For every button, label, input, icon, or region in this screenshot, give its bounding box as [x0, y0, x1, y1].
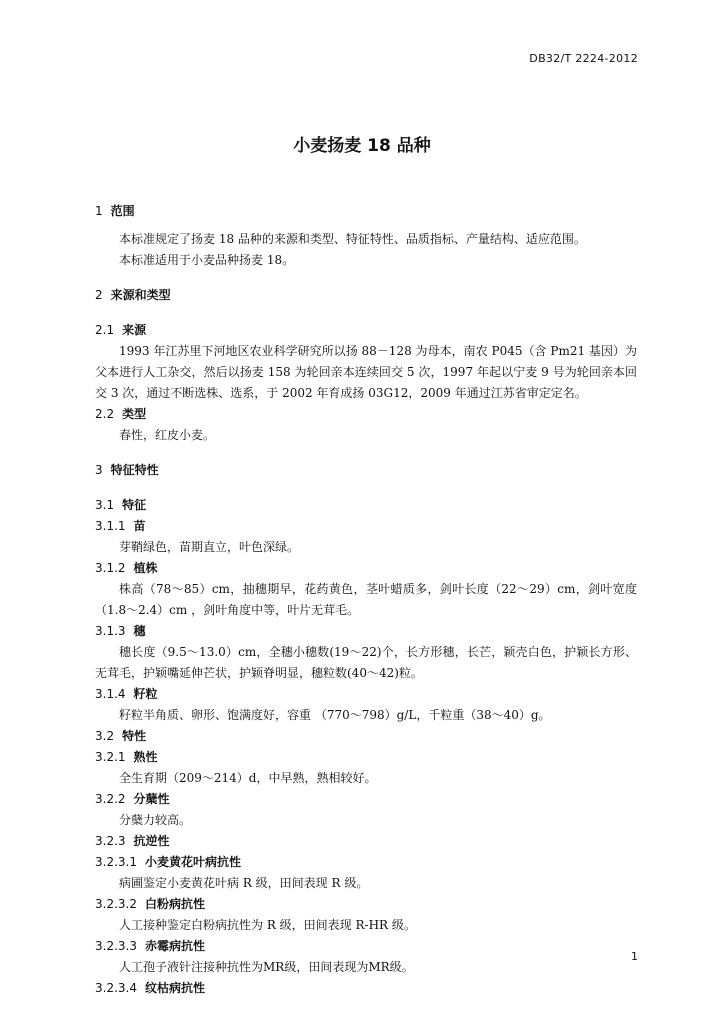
- section-2-heading: [95, 285, 637, 306]
- section-number: 3.2.3.1: [95, 855, 137, 869]
- section-title: 范围: [110, 204, 135, 218]
- paragraph: 株高（78～85）cm，抽穗期早，花药黄色，茎叶蜡质多，剑叶长度（22～29）cm，剑叶宽度（1.8～2.4）cm ，剑叶角度中等，叶片无茸毛。: [95, 582, 637, 617]
- section-3-2-3-3-heading: [95, 936, 637, 957]
- section-title: 类型: [122, 407, 147, 421]
- section-number: 3.1: [95, 498, 115, 512]
- paragraph: 1993 年江苏里下河地区农业科学研究所以扬 88－128 为母本，南农 P045（含 Pm21 基因）为父本进行人工杂交，然后以扬麦 158 为轮回亲本连续回交 5 次，1997 年起以宁麦 9 号为轮回亲本回交 3 次，通过不断选株、选系，于 2002 年育成扬 03G12，2009 年通过江苏省审定定名。: [95, 344, 637, 400]
- section-number: 1: [95, 204, 103, 218]
- section-title: 白粉病抗性: [144, 897, 205, 911]
- section-title: 分蘖性: [133, 792, 170, 806]
- section-number: 2: [95, 288, 103, 302]
- section-title: 小麦黄花叶病抗性: [144, 855, 241, 869]
- section-number: 3.2.2: [95, 792, 126, 806]
- section-2-1-heading: [95, 320, 637, 341]
- section-3-2-heading: [95, 726, 637, 747]
- section-title: 穗: [133, 624, 146, 638]
- paragraph: 病圃鉴定小麦黄花叶病 R 级，田间表现 R 级。: [119, 876, 369, 890]
- section-3-1-4-heading: [95, 684, 637, 705]
- section-3-1-heading: [95, 495, 637, 516]
- section-3-2-3-1-heading: [95, 852, 637, 873]
- section-3-2-3-2-heading: [95, 894, 637, 915]
- section-number: 3.2.3.3: [95, 939, 137, 953]
- section-number: 3.2.3.4: [95, 981, 137, 995]
- paragraph: 全生育期（209～214）d，中早熟，熟相较好。: [119, 771, 377, 785]
- section-3-1-1-heading: [95, 516, 637, 537]
- section-title: 籽粒: [133, 687, 158, 701]
- section-3-2-3-heading: [95, 831, 637, 852]
- paragraph: 春性，红皮小麦。: [119, 428, 216, 442]
- document-body: [95, 201, 637, 999]
- section-number: 3: [95, 463, 103, 477]
- section-3-heading: [95, 460, 637, 481]
- section-title: 来源和类型: [110, 288, 171, 302]
- section-number: 3.1.3: [95, 624, 126, 638]
- paragraph: 芽鞘绿色，苗期直立，叶色深绿。: [119, 540, 300, 554]
- section-3-1-3-heading: [95, 621, 637, 642]
- page-number: 1: [631, 950, 638, 963]
- doc-code: DB32/T 2224-2012: [529, 52, 638, 65]
- section-title: 赤霉病抗性: [144, 939, 205, 953]
- section-title: 植株: [133, 561, 158, 575]
- section-title: 纹枯病抗性: [144, 981, 205, 995]
- section-number: 3.1.1: [95, 519, 126, 533]
- section-number: 2.1: [95, 323, 115, 337]
- section-1-heading: [95, 201, 637, 222]
- section-title: 抗逆性: [133, 834, 170, 848]
- section-title: 特征: [122, 498, 147, 512]
- paragraph: 本标准规定了扬麦 18 品种的来源和类型、特征特性、品质指标、产量结构、适应范围。: [119, 232, 586, 246]
- paragraph: 人工接种鉴定白粉病抗性为 R 级，田间表现 R-HR 级。: [119, 918, 416, 932]
- paragraph: 人工孢子液针注接种抗性为MR级，田间表现为MR级。: [119, 960, 414, 974]
- section-number: 3.1.2: [95, 561, 126, 575]
- section-number: 3.1.4: [95, 687, 126, 701]
- section-number: 2.2: [95, 407, 115, 421]
- section-number: 3.2.3.2: [95, 897, 137, 911]
- section-3-2-3-4-heading: [95, 978, 637, 999]
- section-3-2-2-heading: [95, 789, 637, 810]
- section-3-2-1-heading: [95, 747, 637, 768]
- section-title: 来源: [122, 323, 147, 337]
- section-3-1-2-heading: [95, 558, 637, 579]
- section-number: 3.2.3: [95, 834, 126, 848]
- page-title: 小麦扬麦 18 品种: [293, 136, 431, 156]
- section-title: 特征特性: [110, 463, 159, 477]
- paragraph: 籽粒半角质、卵形、饱满度好，容重 （770～798）g/L，千粒重（38～40）g。: [119, 708, 551, 722]
- section-title: 苗: [133, 519, 146, 533]
- section-2-2-heading: [95, 404, 637, 425]
- paragraph: 本标准适用于小麦品种扬麦 18。: [119, 253, 295, 267]
- section-number: 3.2: [95, 729, 115, 743]
- section-title: 特性: [122, 729, 147, 743]
- paragraph: 穗长度（9.5～13.0）cm，全穗小穗数(19～22)个，长方形穗，长芒，颖壳白色，护颖长方形、无茸毛，护颖嘴延伸芒状，护颖脊明显，穗粒数(40～42)粒。: [95, 645, 637, 680]
- section-title: 熟性: [133, 750, 158, 764]
- section-number: 3.2.1: [95, 750, 126, 764]
- paragraph: 分蘖力较高。: [119, 813, 192, 827]
